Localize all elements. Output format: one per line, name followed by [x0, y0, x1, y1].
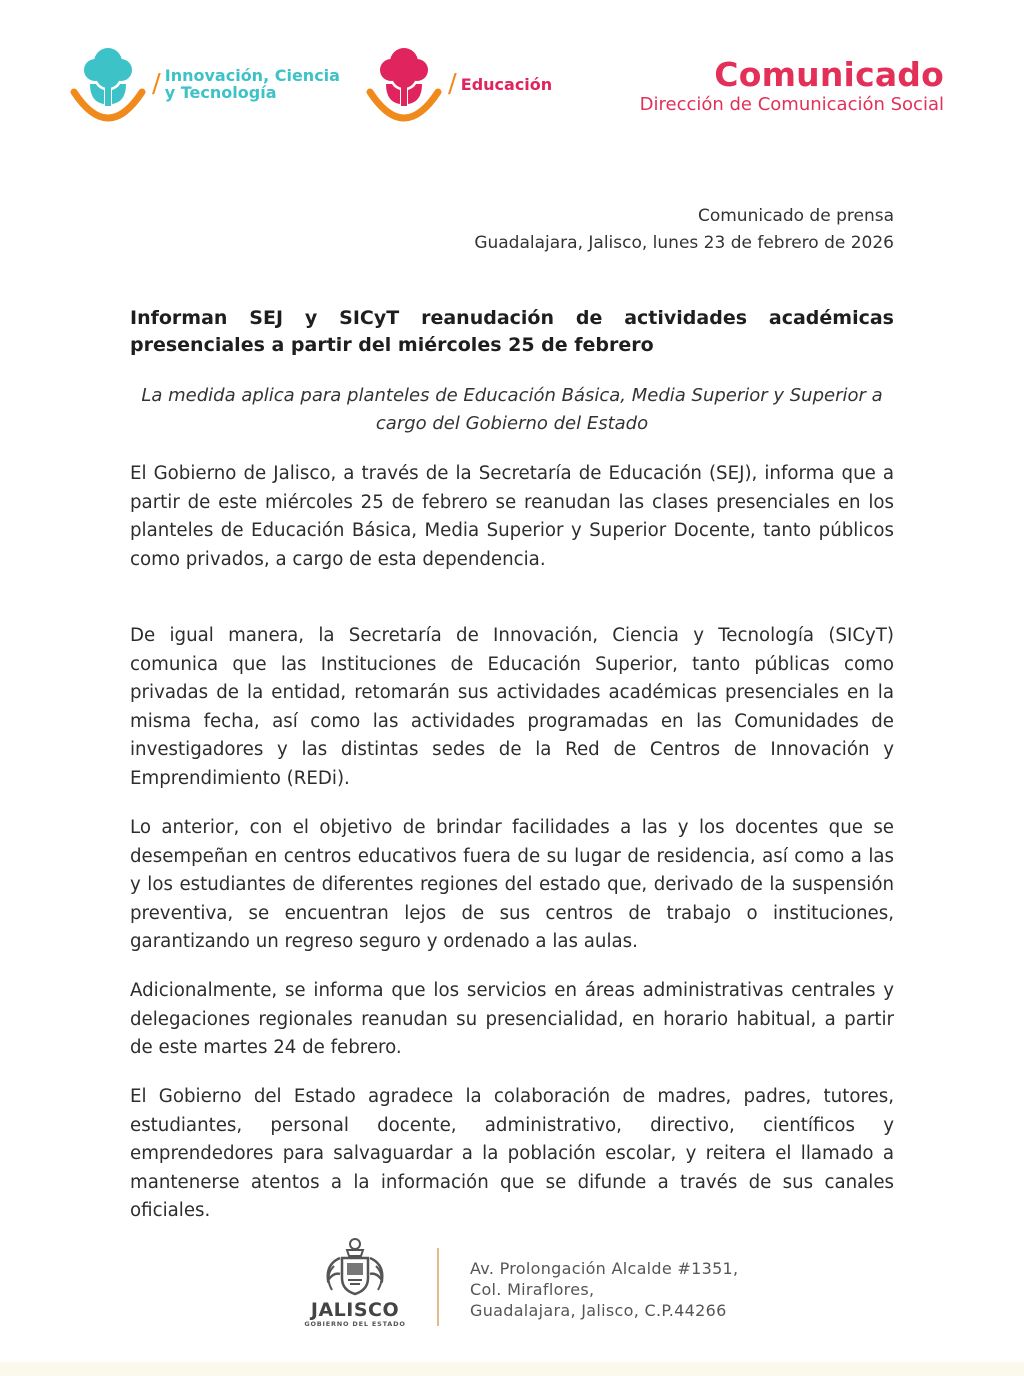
seal-name: JALISCO	[310, 1299, 400, 1321]
address-line: Col. Miraflores,	[470, 1280, 595, 1299]
comunicado-subtitle: Dirección de Comunicación Social	[639, 94, 944, 115]
sicyt-logo-slash: /	[152, 69, 161, 99]
footer-address	[470, 1258, 738, 1321]
headline: Informan SEJ y SICyT reanudación de actividades académicas presenciales a partir del miércoles 25 de febrero	[130, 307, 894, 356]
dateline-type: Comunicado de prensa	[697, 206, 894, 226]
bottom-strip	[0, 1362, 1024, 1376]
sej-tree-icon	[364, 40, 444, 128]
body-paragraph: El Gobierno del Estado agradece la colaboración de madres, padres, tutores, estudiantes, personal docente, administrativo, directivo, científicos y emprendedores para salvaguardar a la población escolar, y reitera el llamado a mantenerse atentos a la información que se difunde a través de sus canales oficiales.	[130, 1086, 894, 1222]
sicyt-logo-line1: Innovación, Ciencia	[164, 66, 340, 85]
comunicado-header	[640, 56, 944, 116]
sicyt-logo	[68, 40, 340, 128]
jalisco-coat-of-arms-icon	[320, 1236, 390, 1298]
body-paragraph: De igual manera, la Secretaría de Innovación, Ciencia y Tecnología (SICyT) comunica que las Instituciones de Educación Superior, tanto públicas como privadas de la entidad, retomarán sus actividades académicas presenciales en la misma fecha, así como las actividades programadas en las Comunidades de investigadores y las distintas sedes de la Red de Centros de Innovación y Emprendimiento (REDi).	[130, 625, 894, 789]
address-line: Guadalajara, Jalisco, C.P.44266	[470, 1301, 727, 1320]
body-paragraph: El Gobierno de Jalisco, a través de la Secretaría de Educación (SEJ), informa que a partir de este miércoles 25 de febrero se reanudan las clases presenciales en los planteles de Educación Básica, Media Superior y Superior Docente, tanto públicos como privados, a cargo de esta dependencia.	[130, 463, 894, 570]
sej-logo-label: Educación	[460, 74, 553, 94]
comunicado-title: Comunicado	[714, 55, 944, 94]
subheadline: La medida aplica para planteles de Educación Básica, Media Superior y Superior a cargo del Gobierno del Estado	[141, 385, 883, 434]
dateline	[474, 203, 894, 257]
seal-subtitle: GOBIERNO DEL ESTADO	[304, 1320, 406, 1328]
sej-logo-slash: /	[448, 69, 457, 99]
sej-logo	[364, 40, 552, 128]
sicyt-logo-line2: y Tecnología	[164, 83, 277, 102]
address-line: Av. Prolongación Alcalde #1351,	[470, 1259, 739, 1278]
body-paragraph: Lo anterior, con el objetivo de brindar facilidades a las y los docentes que se desempeñan en centros educativos fuera de su lugar de residencia, así como a las y los estudiantes de diferentes regiones del estado que, derivado de la suspensión preventiva, se encuentran lejos de sus centros de trabajo o instituciones, garantizando un regreso seguro y ordenado a las aulas.	[130, 817, 894, 953]
jalisco-seal	[300, 1236, 410, 1329]
body-paragraph: Adicionalmente, se informa que los servicios en áreas administrativas centrales y delegaciones regionales reanudan su presencialidad, en horario habitual, a partir de este martes 24 de febrero.	[130, 980, 894, 1059]
sicyt-tree-icon	[68, 40, 148, 128]
dateline-place-date: Guadalajara, Jalisco, lunes 23 de febrero de 2026	[474, 233, 894, 253]
footer-divider	[437, 1248, 439, 1326]
sej-logo-text	[461, 76, 552, 93]
sicyt-logo-text	[165, 67, 340, 101]
